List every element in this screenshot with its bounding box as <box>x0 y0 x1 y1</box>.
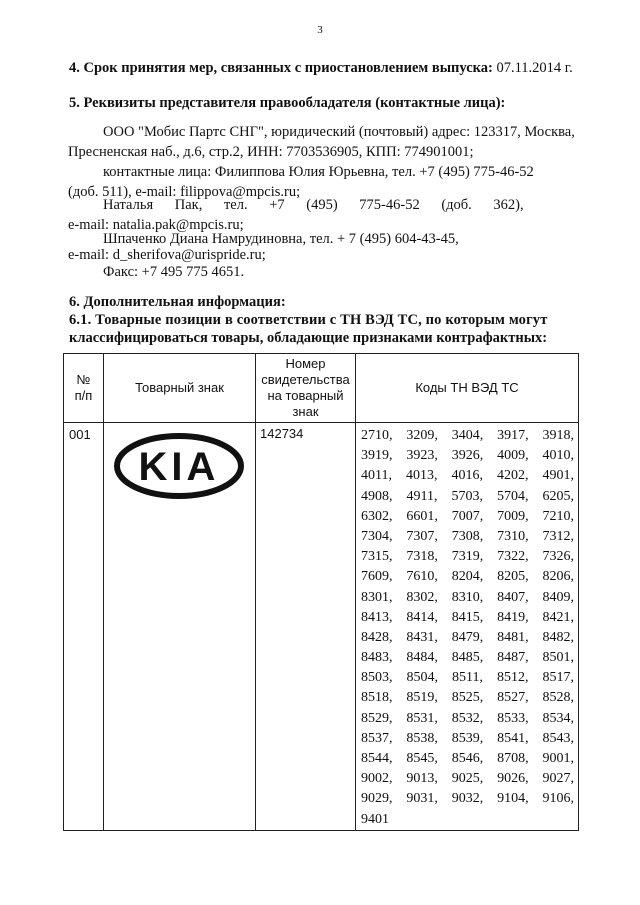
code-value: 8479, <box>451 629 484 645</box>
section-5-title: 5. Реквизиты представителя правообладателя (контактные лица): <box>69 95 506 111</box>
code-value: 9032, <box>451 791 484 807</box>
code-line <box>361 688 574 708</box>
section-6-subtitle-line-2: классифицироваться товары, обладающие признаками контрафактных: <box>69 330 548 346</box>
code-value: 8419, <box>497 609 529 625</box>
code-value: 8415, <box>451 609 484 625</box>
code-value: 4202, <box>496 468 529 484</box>
code-value: 8481, <box>497 629 529 645</box>
code-line <box>361 588 574 608</box>
code-value: 7007, <box>451 508 484 524</box>
code-value: 9106, <box>542 791 574 807</box>
code-value: 9013, <box>406 771 438 787</box>
section-4-date: 07.11.2014 г. <box>496 60 573 76</box>
code-line <box>361 789 574 809</box>
contact-line-7: Шпаченко Диана Намрудиновна, тел. + 7 (495) 604-43-45, <box>103 231 459 247</box>
code-value: 8543, <box>542 730 574 746</box>
code-value: 8503, <box>361 670 393 686</box>
code-line <box>361 527 574 547</box>
code-value: 7319, <box>451 549 484 565</box>
code-value: 8206, <box>542 569 574 585</box>
code-value: 3404, <box>451 428 484 443</box>
contact-line-5-text: Наталья Пак, тел. +7 (495) 775-46-52 (доб. 362), <box>103 197 524 213</box>
code-value: 8431, <box>406 629 438 645</box>
code-value: 8428, <box>361 629 393 645</box>
code-value: 7009, <box>497 508 529 524</box>
code-line <box>361 446 574 466</box>
code-value: 8528, <box>542 690 574 706</box>
code-value: 9029, <box>361 791 393 807</box>
code-value: 7304, <box>361 528 393 544</box>
code-line <box>361 749 574 769</box>
header-certificate: Номер свидетельства на товарный знак <box>256 354 356 423</box>
code-value: 4911, <box>406 488 438 504</box>
code-value: 4009, <box>497 448 529 464</box>
contact-line-8: e-mail: d_sherifova@urispride.ru; <box>68 247 266 263</box>
section-4-label: 4. Срок принятия мер, связанных с приостановлением выпуска: <box>69 60 493 76</box>
row-certificate: 142734 <box>256 423 356 831</box>
code-line <box>361 426 574 446</box>
code-value: 8517, <box>542 670 574 686</box>
code-value: 8512, <box>496 670 529 686</box>
code-value: 3919, <box>361 448 393 464</box>
code-value: 9002, <box>361 771 393 787</box>
code-value: 8421, <box>542 609 574 625</box>
code-line <box>361 668 574 688</box>
code-value: 7307, <box>406 528 438 544</box>
code-value: 8538, <box>406 730 438 746</box>
code-value: 8413, <box>361 609 393 625</box>
code-value: 8487, <box>497 650 529 666</box>
section-6-subtitle-line-1: 6.1. Товарные позиции в соответствии с ТН ВЭД ТС, по которым могут <box>69 312 548 328</box>
section-4-heading <box>69 60 573 77</box>
code-value: 8708, <box>497 751 529 766</box>
codes-table <box>63 353 579 831</box>
code-value: 7312, <box>542 528 574 544</box>
code-value: 8529, <box>361 710 393 726</box>
code-value: 4011, <box>361 468 392 484</box>
code-line <box>361 648 574 668</box>
header-codes: Коды ТН ВЭД ТС <box>356 354 579 423</box>
table-row <box>64 423 579 831</box>
code-value: 8546, <box>451 751 484 766</box>
code-value: 3923, <box>406 448 438 464</box>
code-value: 8482, <box>542 629 574 645</box>
contact-line-6: e-mail: natalia.pak@mpcis.ru; <box>68 217 244 233</box>
code-value: 9026, <box>497 771 529 787</box>
code-value: 7322, <box>497 549 529 565</box>
code-value: 6205, <box>542 488 574 504</box>
code-value: 8485, <box>451 650 484 666</box>
code-value: 8301, <box>361 589 393 605</box>
code-value: 7609, <box>361 569 393 585</box>
row-num: 001 <box>64 423 104 831</box>
code-value: 3209, <box>406 428 438 443</box>
code-value: 8539, <box>451 730 484 746</box>
code-value: 5704, <box>496 488 529 504</box>
code-value: 8483, <box>361 650 393 666</box>
code-line <box>361 567 574 587</box>
code-line <box>361 547 574 567</box>
code-value: 7315, <box>361 549 393 565</box>
code-value: 8409, <box>542 589 574 605</box>
code-value: 8504, <box>406 670 438 686</box>
code-value: 8519, <box>406 690 438 706</box>
code-value: 4901, <box>542 468 574 484</box>
code-line <box>361 628 574 648</box>
contact-line-3: контактные лица: Филиппова Юлия Юрьевна, тел. +7 (495) 775-46-52 <box>103 164 534 180</box>
code-value: 8534, <box>542 710 574 726</box>
code-value: 8518, <box>361 690 393 706</box>
header-num: № п/п <box>64 354 104 423</box>
contact-line-5 <box>103 197 584 214</box>
code-value: 8545, <box>406 751 438 766</box>
code-value: 8205, <box>497 569 529 585</box>
code-line <box>361 608 574 628</box>
code-value: 4010, <box>542 448 574 464</box>
code-value: 7210, <box>542 508 574 524</box>
code-value: 8537, <box>361 730 393 746</box>
code-value: 9031, <box>406 791 438 807</box>
code-value: 8407, <box>497 589 529 605</box>
code-line <box>361 709 574 729</box>
code-value: 3926, <box>451 448 484 464</box>
code-value: 9025, <box>451 771 484 787</box>
code-value: 7326, <box>542 549 574 565</box>
code-value: 8204, <box>451 569 484 585</box>
code-value: 6601, <box>406 508 438 524</box>
code-value: 8501, <box>542 650 574 666</box>
code-value: 4908, <box>361 488 393 504</box>
code-value: 8532, <box>451 710 484 726</box>
code-value: 6302, <box>361 508 393 524</box>
code-value: 7318, <box>406 549 438 565</box>
code-line <box>361 466 574 486</box>
code-value: 8541, <box>497 730 529 746</box>
contact-line-4: (доб. 511), e-mail: filippova@mpcis.ru; <box>68 184 301 200</box>
row-trademark <box>104 423 256 831</box>
code-line <box>361 507 574 527</box>
code-value: 4016, <box>451 468 483 484</box>
code-value: 2710, <box>361 428 393 443</box>
code-value: 7308, <box>451 528 484 544</box>
code-value: 9001, <box>542 751 574 766</box>
row-codes <box>356 423 579 831</box>
code-value: 5703, <box>451 488 483 504</box>
code-value: 3917, <box>497 428 529 443</box>
contact-line-9: Факс: +7 495 775 4651. <box>103 264 245 280</box>
code-value: 8544, <box>361 751 393 766</box>
codes-list <box>356 423 578 830</box>
contact-line-1: ООО "Мобис Партс СНГ", юридический (почтовый) адрес: 123317, Москва, <box>103 124 575 140</box>
page-number: 3 <box>317 24 323 36</box>
code-value: 9401 <box>361 811 389 827</box>
contact-line-2: Пресненская наб., д.6, стр.2, ИНН: 7703536905, КПП: 774901001; <box>68 144 474 160</box>
code-line <box>361 769 574 789</box>
code-value: 8484, <box>406 650 438 666</box>
table-header-row <box>64 354 579 423</box>
code-value: 8302, <box>406 589 438 605</box>
code-value: 7610, <box>406 569 438 585</box>
header-trademark: Товарный знак <box>104 354 256 423</box>
code-value: 8533, <box>497 710 529 726</box>
code-value: 9027, <box>542 771 574 787</box>
code-value: 8531, <box>406 710 438 726</box>
code-value: 8525, <box>451 690 484 706</box>
code-value: 8527, <box>497 690 529 706</box>
kia-logo-text: KIA <box>138 445 220 489</box>
section-6-title: 6. Дополнительная информация: <box>69 294 286 310</box>
code-line <box>361 487 574 507</box>
code-value: 3918, <box>542 428 574 443</box>
code-value: 8414, <box>406 609 438 625</box>
code-value: 9104, <box>497 791 529 807</box>
code-value: 8511, <box>452 670 483 686</box>
code-line <box>361 729 574 749</box>
code-value: 7310, <box>497 528 529 544</box>
kia-logo-icon <box>114 433 244 499</box>
code-value: 8310, <box>451 589 484 605</box>
code-line <box>361 810 574 830</box>
code-value: 4013, <box>405 468 438 484</box>
